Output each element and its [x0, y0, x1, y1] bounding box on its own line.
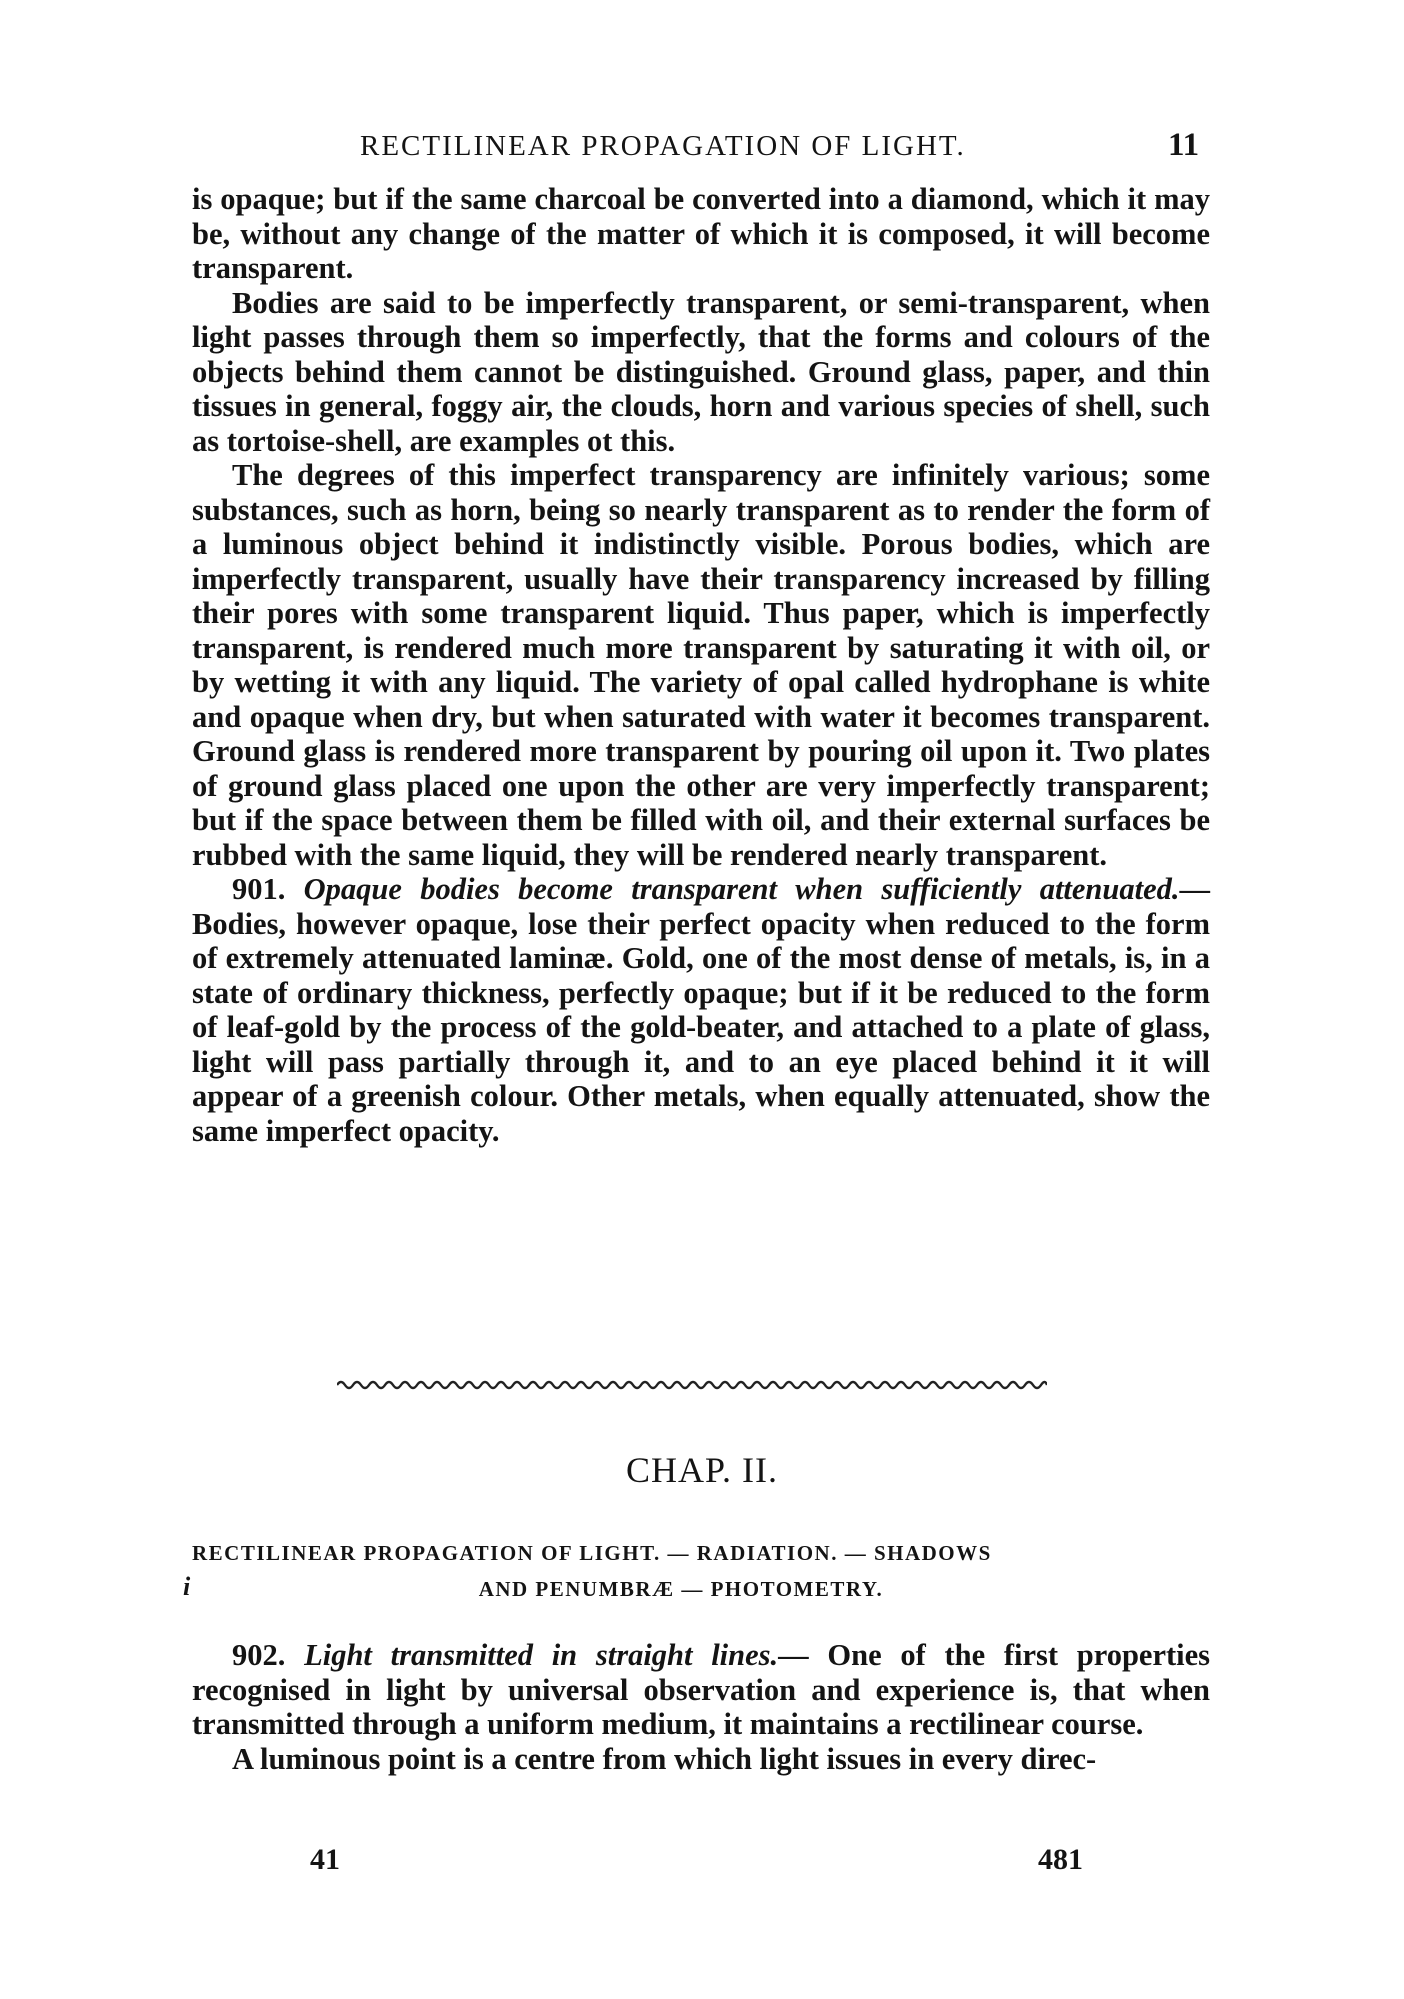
signature-left: 41: [310, 1843, 340, 1876]
body-text-lower: [192, 1638, 1210, 1776]
section-heading: Light transmitted in straight lines.: [304, 1638, 779, 1672]
signature-marks: [0, 1843, 1404, 1883]
section-heading: Opaque bodies become transparent when sufficiently attenuated.: [303, 872, 1180, 906]
running-title: RECTILINEAR PROPAGATION OF LIGHT.: [360, 130, 966, 162]
chapter-subject-line-1: RECTILINEAR PROPAGATION OF LIGHT. — RADIATION. — SHADOWS: [192, 1541, 992, 1565]
body-text-upper: [192, 182, 1210, 1148]
chapter-title: CHAP. II.: [625, 1450, 778, 1490]
paragraph-continuation: is opaque; but if the same charcoal be converted into a diamond, which it may be, without any change of the matter of which it is composed, it will become transparent.: [192, 182, 1210, 285]
paragraph-902: [192, 1638, 1210, 1742]
chapter-subject-line-2: AND PENUMBRÆ — PHOTOMETRY.: [478, 1577, 884, 1601]
paragraph-semi-transparent: Bodies are said to be imperfectly transparent, or semi-transparent, when light passes through them so imperfectly, that the forms and colours of the objects behind them cannot be distinguished. Ground glass, paper, and thin tissues in general, foggy air, the clouds, horn and various species of shell, such as tortoise-shell, are examples ot this.: [192, 285, 1210, 458]
stray-print-mark: i: [183, 1572, 191, 1601]
paragraph-imperfect-transparency: The degrees of this imperfect transparency are infinitely various; some substances, such as horn, being so nearly transparent as to render the form of a luminous object behind it indistinctly visible. Porous bodies, which are imperfectly transparent, usually have their transparency increased by filling their pores with some transparent liquid. Thus paper, which is imperfectly transparent, is rendered much more transparent by saturating it with oil, or by wetting it with any liquid. The variety of opal called hydrophane is white and opaque when dry, but when saturated with water it becomes transparent. Ground glass is rendered more transparent by pouring oil upon it. Two plates of ground glass placed one upon the other are very imperfectly transparent; but if the space between them be filled with oil, and their external surfaces be rubbed with the same liquid, they will be rendered nearly transparent.: [192, 458, 1210, 872]
section-text: — Bodies, however opaque, lose their perfect opacity when reduced to the form of extremely attenuated laminæ. Gold, one of the most dense of metals, is, in a state of ordinary thickness, perfectly opaque; but if it be reduced to the form of leaf-gold by the process of the gold-beater, and attached to a plate of glass, light will pass partially through it, and to an eye placed behind it it will appear of a greenish colour. Other metals, when equally attenuated, show the same imperfect opacity.: [192, 872, 1210, 1148]
section-number: 902.: [232, 1638, 286, 1672]
signature-right: 481: [1038, 1843, 1083, 1876]
section-number: 901.: [232, 872, 286, 906]
wavy-rule-ornament: [337, 1377, 1047, 1393]
paragraph-luminous-point: A luminous point is a centre from which light issues in every direc-: [232, 1741, 1097, 1776]
page-number: 11: [1168, 127, 1200, 163]
chapter-subject: [192, 1535, 1210, 1607]
section-text: — One of the first properties recognised in light by universal observation and experience is, that when transmitted through a uniform medium, it maintains a rectilinear course.: [192, 1638, 1211, 1741]
paragraph-901: [192, 872, 1210, 1148]
